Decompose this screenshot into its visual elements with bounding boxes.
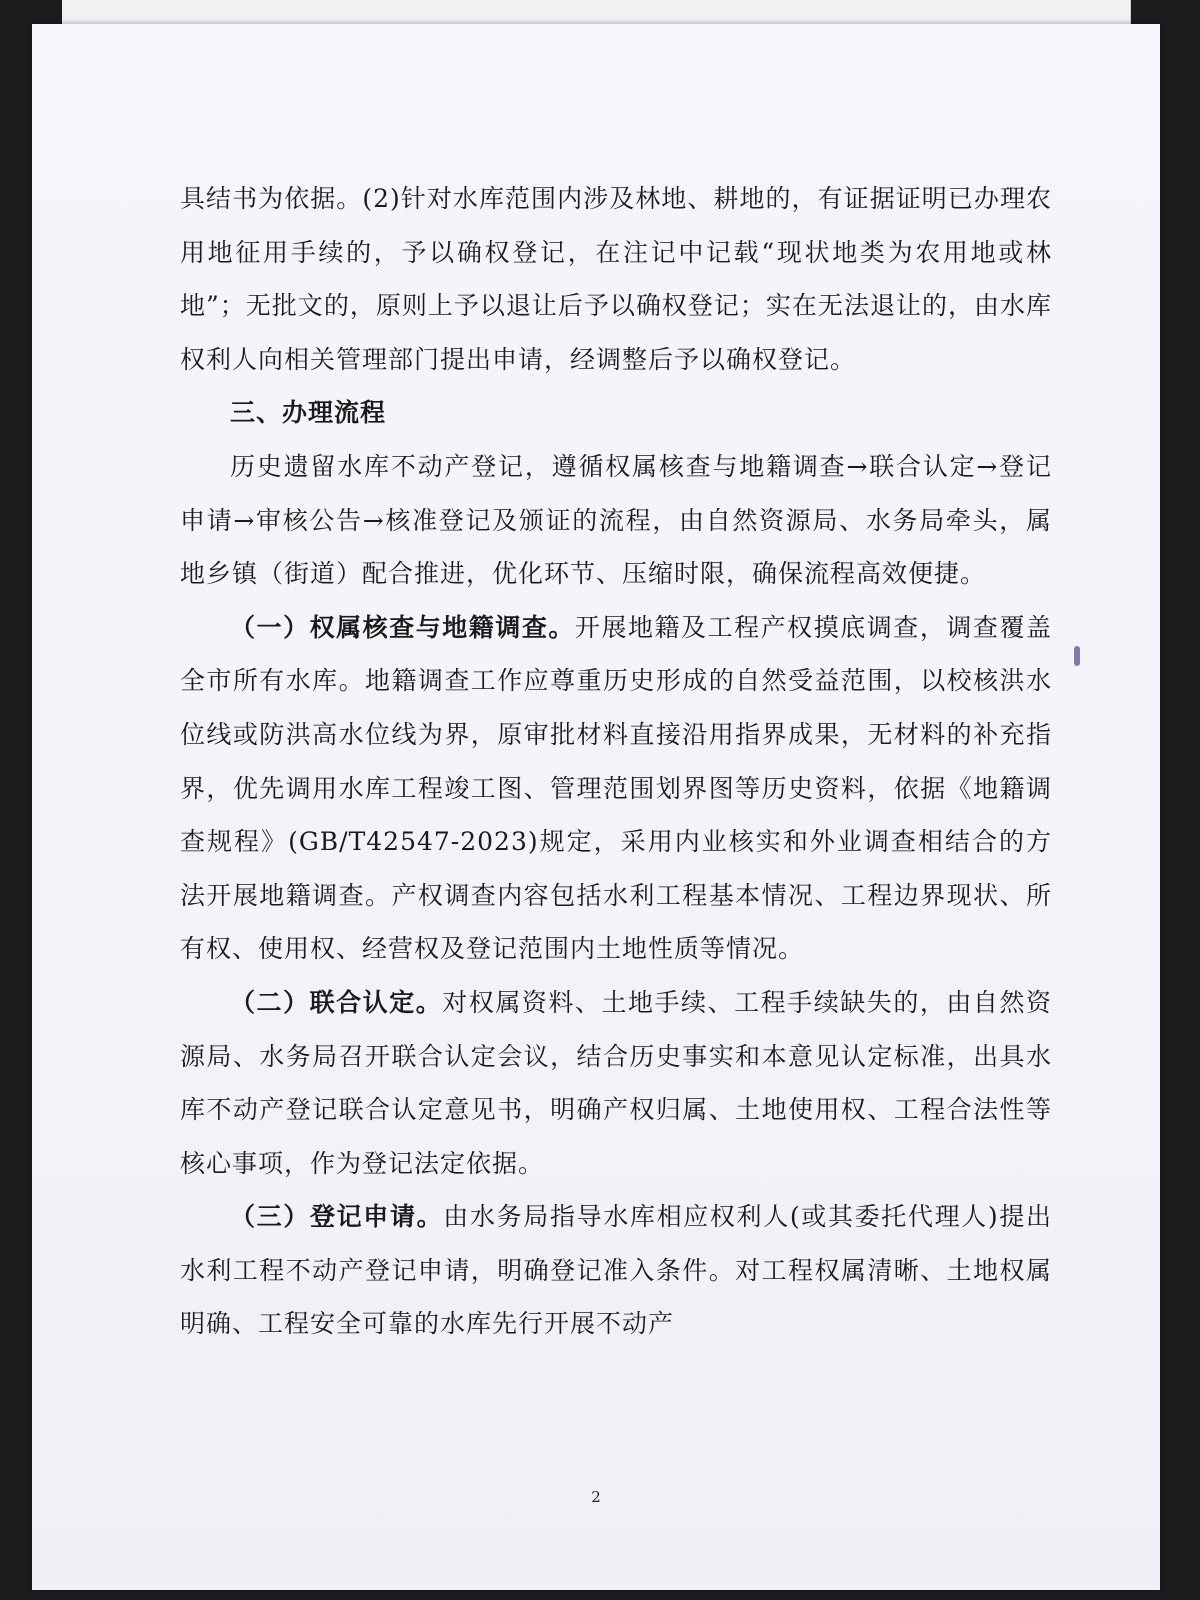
page-number: 2 <box>591 1488 601 1506</box>
section-heading: 三、办理流程 <box>230 398 387 428</box>
paragraph-registration-application <box>180 1190 1052 1351</box>
paragraph-continued: 具结书为依据。(2)针对水库范围内涉及林地、耕地的，有证据证明已办理农用地征用手续的，予以确权登记，在注记中记载“现状地类为农用地或林地”；无批文的，原则上予以退让后予以确权登记；实在无法退让的，由水库权利人向相关管理部门提出申请，经调整后予以确权登记。 <box>180 184 1052 374</box>
text-registration-application: 由水务局指导水库相应权利人(或其委托代理人)提出水利工程不动产登记申请，明确登记准入条件。对工程权属清晰、土地权属明确、工程安全可靠的水库先行开展不动产 <box>180 1202 1052 1339</box>
paragraph-process-overview: 历史遗留水库不动产登记，遵循权属核查与地籍调查→联合认定→登记申请→审核公告→核准登记及颁证的流程，由自然资源局、水务局牵头，属地乡镇（街道）配合推进，优化环节、压缩时限，确保流程高效便捷。 <box>180 451 1052 589</box>
text-joint-determination: 对权属资料、土地手续、工程手续缺失的，由自然资源局、水务局召开联合认定会议，结合历史事实和本意见认定标准，出具水库不动产登记联合认定意见书，明确产权归属、土地使用权、工程合法性等核心事项，作为登记法定依据。 <box>180 987 1052 1178</box>
paragraph-ownership-survey <box>180 601 1052 976</box>
document-page <box>32 24 1160 1590</box>
document-body <box>180 172 1052 1351</box>
paragraph-joint-determination <box>180 976 1052 1190</box>
subheading-registration-application: （三）登记申请。 <box>230 1202 444 1232</box>
subheading-ownership-survey: （一）权属核查与地籍调查。 <box>230 612 575 642</box>
subheading-joint-determination: （二）联合认定。 <box>230 987 443 1017</box>
ink-mark <box>1074 646 1080 666</box>
text-ownership-survey: 开展地籍及工程产权摸底调查，调查覆盖全市所有水库。地籍调查工作应尊重历史形成的自然受益范围，以校核洪水位线或防洪高水位线为界，原审批材料直接沿用指界成果，无材料的补充指界，优先调用水库工程竣工图、管理范围划界图等历史资料，依据《地籍调查规程》(GB/T42547-2023)规定，采用内业核实和外业调查相结合的方法开展地籍调查。产权调查内容包括水利工程基本情况、工程边界现状、所有权、使用权、经营权及登记范围内土地性质等情况。 <box>180 612 1052 964</box>
